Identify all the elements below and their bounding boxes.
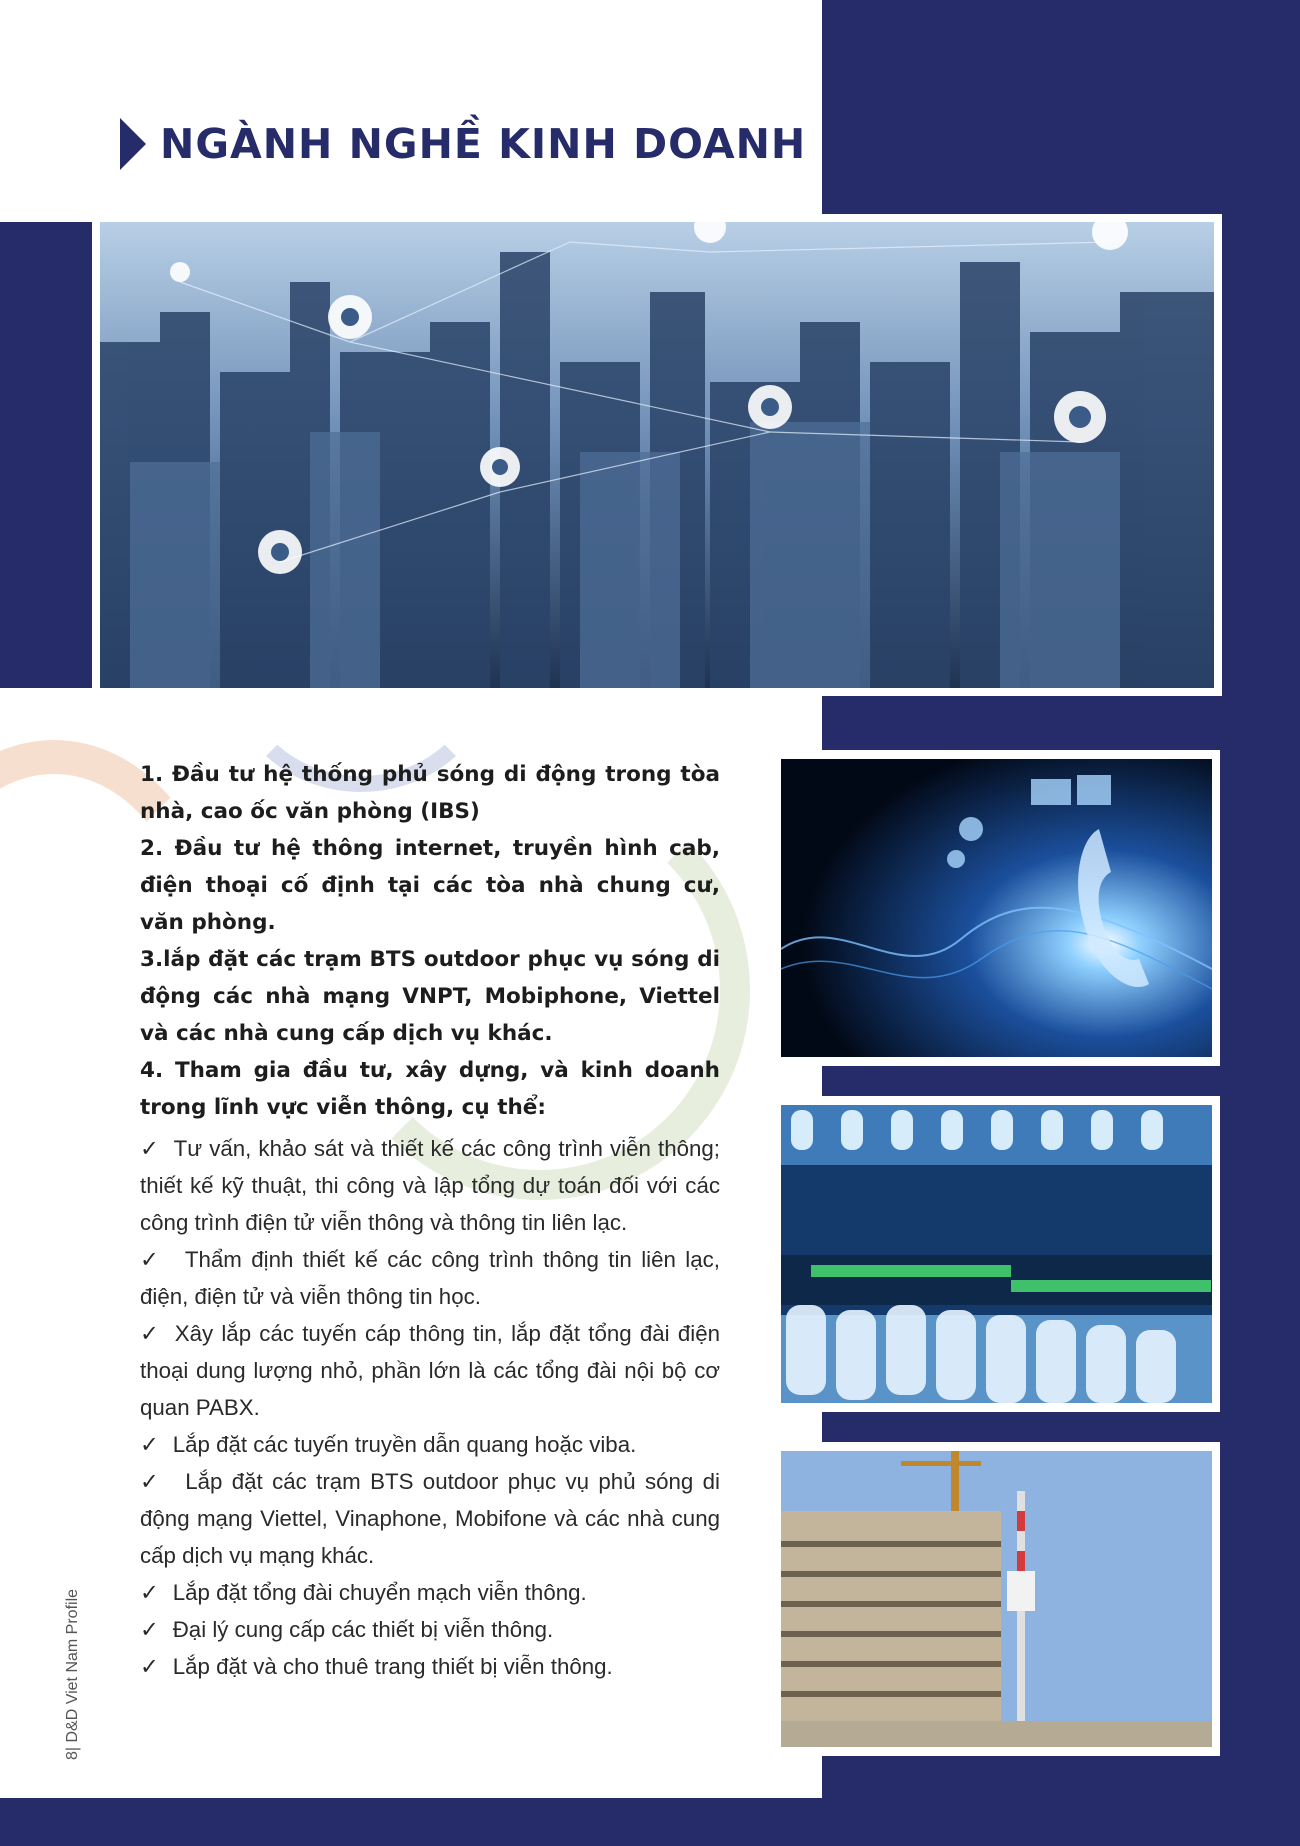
bts-tower-image [781,1451,1212,1747]
check-icon: ✓ [140,1654,159,1679]
heading-arrow-icon [120,118,146,170]
check-icon: ✓ [140,1580,159,1605]
network-switch-image [781,1105,1212,1403]
network-switch-icon [781,1105,1212,1403]
business-line-4: 4. Tham gia đầu tư, xây dựng, và kinh doanh trong lĩnh vực viễn thông, cụ thể: [140,1058,720,1120]
page-footer-label: 8| D&D Viet Nam Profile [64,1588,81,1760]
bottom-navy-strip [0,1798,1300,1846]
check-icon: ✓ [140,1247,162,1272]
telecom-image [781,759,1212,1057]
bts-tower-icon [781,1451,1212,1747]
telecom-phone-icon [781,759,1212,1057]
checklist-item: ✓ Lắp đặt tổng đài chuyển mạch viễn thông. [140,1580,587,1605]
checklist-item: ✓ Lắp đặt và cho thuê trang thiết bị viễn thông. [140,1654,613,1679]
city-network-image [100,222,1214,688]
check-icon: ✓ [140,1617,159,1642]
checklist-item: ✓ Thẩm định thiết kế các công trình thông tin liên lạc, điện, điện tử và viễn thông tin học. [140,1247,721,1309]
business-line-1: 1. Đầu tư hệ thống phủ sóng di động trong tòa nhà, cao ốc văn phòng (IBS) [140,762,720,824]
left-navy-block [0,222,92,688]
checklist-item: ✓ Lắp đặt các trạm BTS outdoor phục vụ phủ sóng di động mạng Viettel, Vinaphone, Mobifone và các nhà cung cấp dịch vụ mạng khác. [140,1469,720,1568]
business-line-3: 3.lắp đặt các trạm BTS outdoor phục vụ sóng di động các nhà mạng VNPT, Mobiphone, Viettel và các nhà cung cấp dịch vụ khác. [140,947,720,1046]
check-icon: ✓ [140,1469,162,1494]
checklist-item: ✓ Lắp đặt các tuyến truyền dẫn quang hoặc viba. [140,1432,637,1457]
checklist-item: ✓ Đại lý cung cấp các thiết bị viễn thông. [140,1617,554,1642]
business-lines-list [140,756,720,1126]
checklist-item: ✓ Xây lắp các tuyến cáp thông tin, lắp đặt tổng đài điện thoại dung lượng nhỏ, phần lớn là các tổng đài nội bộ cơ quan PABX. [140,1321,720,1420]
section-heading [120,118,806,170]
check-icon: ✓ [140,1136,160,1161]
city-network-icon [100,222,1214,688]
check-icon: ✓ [140,1321,161,1346]
checklist-item: ✓ Tư vấn, khảo sát và thiết kế các công trình viễn thông; thiết kế kỹ thuật, thi công và lập tổng dự toán đối với các công trình điện tử viễn thông và thông tin liên lạc. [140,1136,721,1235]
business-line-2: 2. Đầu tư hệ thông internet, truyền hình cab, điện thoại cố định tại các tòa nhà chung cư, văn phòng. [140,836,720,935]
check-icon: ✓ [140,1432,159,1457]
service-checklist [140,1130,720,1685]
page-title: NGÀNH NGHỀ KINH DOANH [160,120,807,168]
white-panel-top [0,0,822,222]
